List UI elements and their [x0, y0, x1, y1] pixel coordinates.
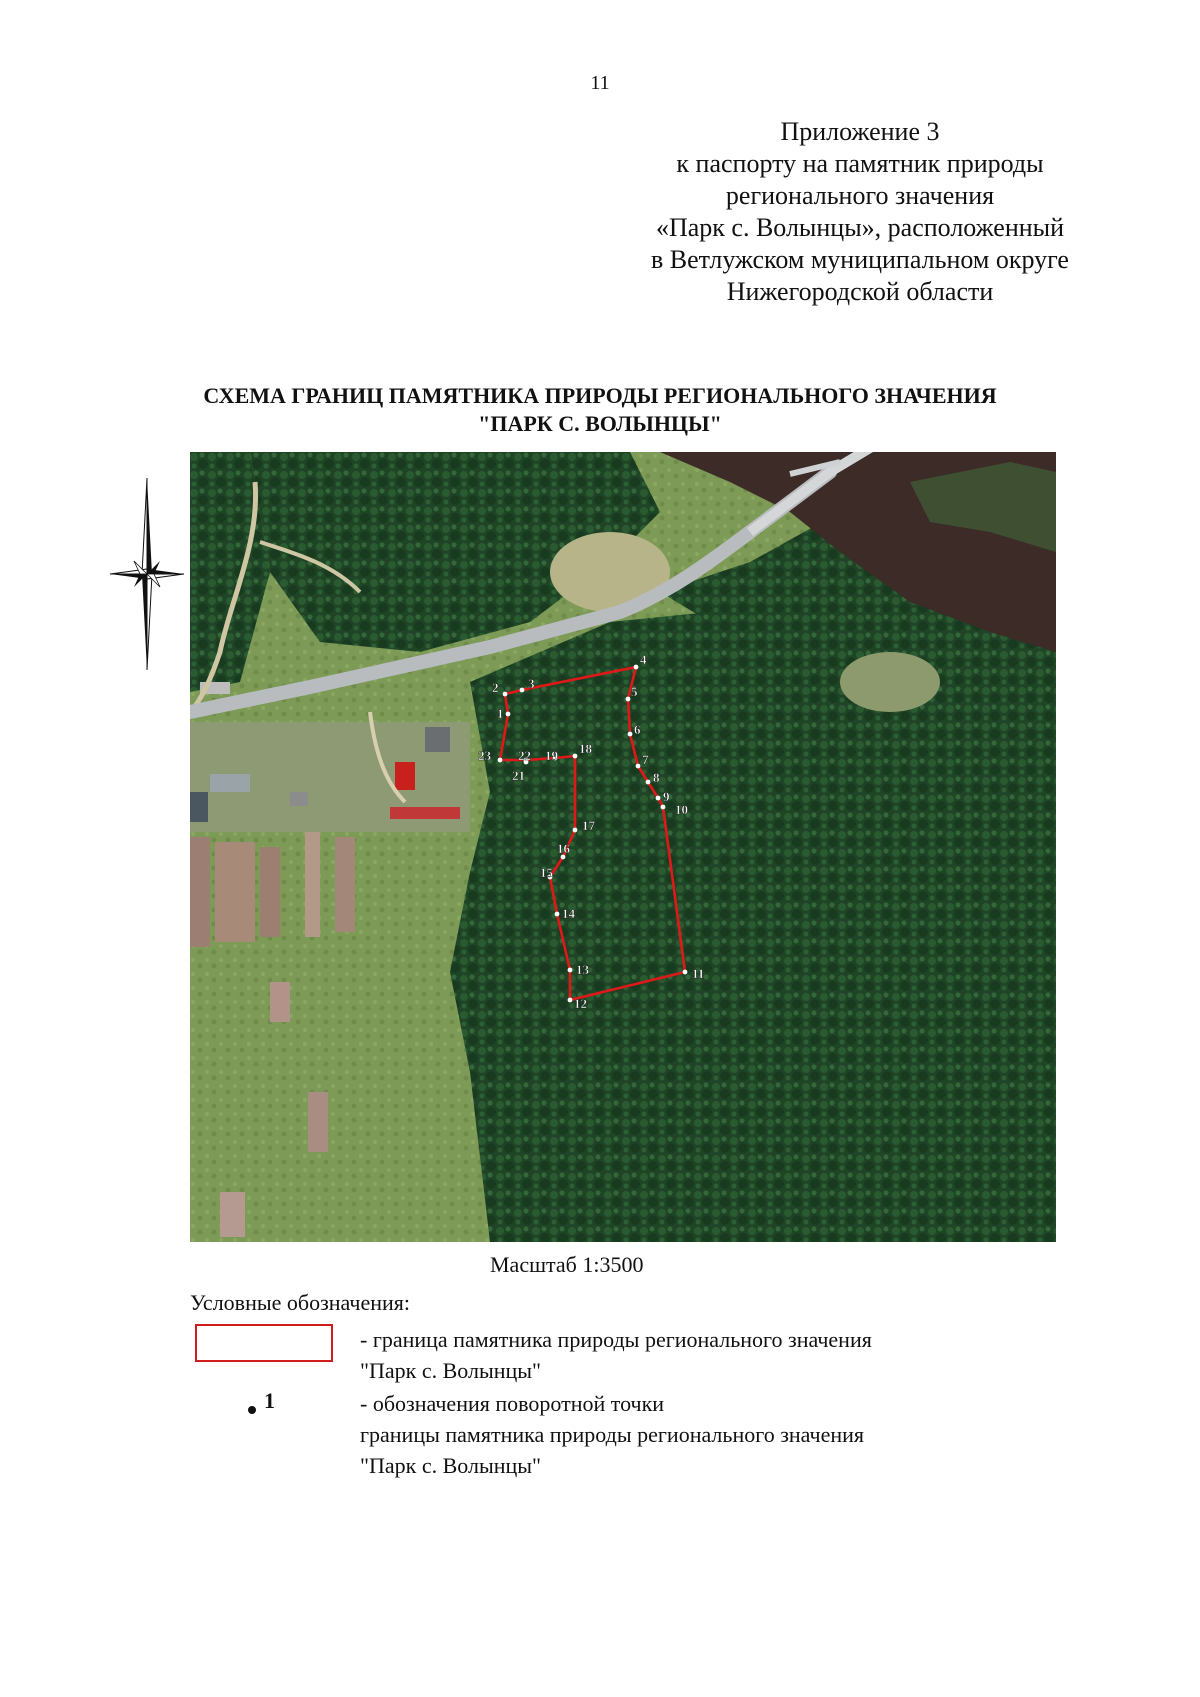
turning-point-marker [634, 665, 639, 670]
legend-boundary-line1: - граница памятника природы регионального значения [360, 1327, 872, 1352]
turning-point-marker [661, 805, 666, 810]
turning-point-label: 13 [576, 962, 589, 977]
turning-point-marker [503, 692, 508, 697]
turning-point-marker [573, 754, 578, 759]
turning-point-marker [568, 968, 573, 973]
turning-point-marker [656, 796, 661, 801]
building [210, 774, 250, 792]
turning-point-label: 17 [582, 818, 595, 833]
appendix-line: в Ветлужском муниципальном округе [651, 245, 1069, 274]
field-strip [305, 832, 320, 937]
turning-point-label: 21 [512, 768, 525, 783]
turning-point-marker [568, 998, 573, 1003]
legend-point-line3: "Парк с. Волынцы" [360, 1453, 542, 1478]
turning-point-label: 6 [634, 722, 641, 737]
legend-boundary-line2: "Парк с. Волынцы" [360, 1358, 542, 1383]
turning-point-marker [636, 764, 641, 769]
turning-point-label: 16 [557, 841, 570, 856]
building [395, 762, 415, 790]
legend-point-dot-icon [248, 1406, 256, 1414]
field-strip [260, 847, 280, 937]
building [190, 792, 208, 822]
compass-rose-icon [110, 478, 184, 670]
turning-point-label: 10 [675, 802, 688, 817]
turning-point-marker [520, 688, 525, 693]
turning-point-label: 8 [653, 770, 660, 785]
field-strip [215, 842, 255, 942]
field-strip [308, 1092, 328, 1152]
appendix-line: регионального значения [725, 181, 995, 210]
turning-point-label: 19 [545, 748, 558, 763]
forest-area [450, 612, 1056, 1242]
turning-point-label: 11 [692, 966, 705, 981]
turning-point-marker [683, 970, 688, 975]
satellite-map [190, 452, 1056, 1242]
turning-point-label: 1 [497, 706, 504, 721]
legend-point-line1: - обозначения поворотной точки [360, 1391, 665, 1416]
sand-clearing [840, 652, 940, 712]
turning-point-marker [573, 828, 578, 833]
legend-point-number: 1 [264, 1388, 275, 1413]
field-strip [270, 982, 290, 1022]
turning-point-label: 9 [663, 789, 670, 804]
turning-point-label: 5 [631, 684, 638, 699]
appendix-line: к паспорту на памятник природы [676, 149, 1044, 178]
scheme-title [0, 382, 1200, 438]
turning-point-marker [628, 732, 633, 737]
legend-boundary-swatch [195, 1324, 333, 1362]
turning-point-label: 22 [518, 748, 531, 763]
building [390, 807, 460, 819]
turning-point-label: 23 [478, 748, 491, 763]
turning-point-label: 4 [640, 652, 647, 667]
building [290, 792, 308, 806]
legend-point-line2: границы памятника природы регионального значения [360, 1422, 865, 1447]
turning-point-marker [498, 758, 503, 763]
turning-point-marker [626, 697, 631, 702]
field-strip [220, 1192, 245, 1237]
turning-point-label: 2 [492, 680, 499, 695]
field-strip [190, 837, 210, 947]
appendix-line: Нижегородской области [726, 277, 994, 306]
page-number: 11 [590, 72, 610, 94]
field-strip [335, 837, 355, 932]
turning-point-marker [555, 912, 560, 917]
turning-point-label: 7 [642, 752, 649, 767]
turning-point-label: 3 [528, 676, 535, 691]
scheme-title-line1: СХЕМА ГРАНИЦ ПАМЯТНИКА ПРИРОДЫ РЕГИОНАЛЬНОГО ЗНАЧЕНИЯ [203, 383, 997, 408]
turning-point-marker [506, 712, 511, 717]
turning-point-label: 12 [574, 996, 587, 1011]
turning-point-label: 14 [562, 906, 575, 921]
turning-point-label: 18 [579, 741, 592, 756]
building [425, 727, 450, 752]
appendix-line: Приложение 3 [780, 117, 940, 146]
map-scale: Масштаб 1:3500 [490, 1252, 644, 1277]
appendix-line: «Парк с. Волынцы», расположенный [655, 213, 1065, 242]
appendix-header [600, 116, 1120, 308]
turning-point-label: 15 [540, 865, 553, 880]
turning-point-marker [646, 780, 651, 785]
scheme-title-line2: "ПАРК С. ВОЛЫНЦЫ" [478, 411, 722, 436]
legend-title: Условные обозначения: [190, 1290, 411, 1315]
